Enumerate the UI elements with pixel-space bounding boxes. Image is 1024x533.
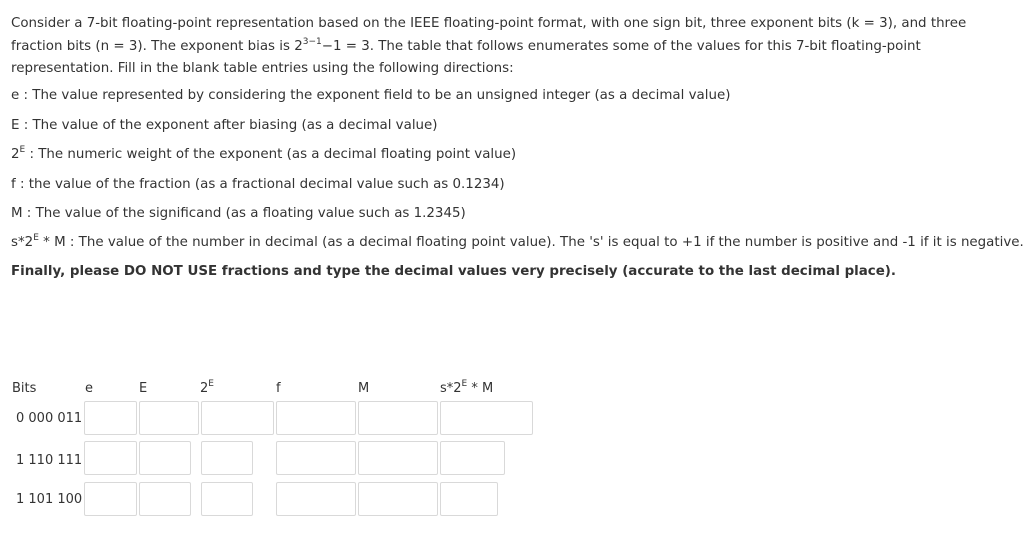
row-bits-label: 0 000 011 <box>16 411 83 426</box>
input-2E-row3[interactable] <box>201 482 253 516</box>
row-bits-label: 1 110 111 <box>16 453 83 468</box>
direction-e: e : The value represented by considering the exponent field to be an unsigned integer (as a decimal value) <box>11 88 731 103</box>
input-f-row2[interactable] <box>276 441 356 475</box>
input-value-row1[interactable] <box>440 401 533 435</box>
direction-2E: $2^E$ : The numeric weight of the exponent (as a decimal floating point value) <box>11 145 517 162</box>
header-value: $s*2^E$ * M <box>440 379 494 396</box>
final-instruction: Finally, please DO NOT USE fractions and type the decimal values very precisely (accurate to the last decimal place). <box>11 264 897 279</box>
row-bits-label: 1 101 100 <box>16 492 83 507</box>
input-f-row3[interactable] <box>276 482 356 516</box>
input-value-row2[interactable] <box>440 441 505 475</box>
input-E-row2[interactable] <box>139 441 191 475</box>
input-M-row3[interactable] <box>358 482 438 516</box>
input-E-row3[interactable] <box>139 482 191 516</box>
header-E: E <box>139 381 148 396</box>
header-e: e <box>85 381 93 396</box>
input-E-row1[interactable] <box>139 401 199 435</box>
header-2E: $2^E$ <box>200 379 214 396</box>
input-e-row2[interactable] <box>84 441 137 475</box>
input-2E-row1[interactable] <box>201 401 274 435</box>
direction-value: $s*2^E$ * M : The value of the number in decimal (as a decimal floating point value). The 's' is equal to +1 if the number is positive and -1 if it is negative. <box>11 233 1024 250</box>
input-M-row2[interactable] <box>358 441 438 475</box>
input-value-row3[interactable] <box>440 482 498 516</box>
input-e-row1[interactable] <box>84 401 137 435</box>
header-M: M <box>358 381 370 396</box>
header-f: f <box>276 381 281 396</box>
header-bits: Bits <box>12 381 37 396</box>
direction-E: E : The value of the exponent after biasing (as a decimal value) <box>11 118 438 133</box>
input-2E-row2[interactable] <box>201 441 253 475</box>
input-f-row1[interactable] <box>276 401 356 435</box>
direction-M: M : The value of the significand (as a floating value such as 1.2345) <box>11 206 466 221</box>
input-e-row3[interactable] <box>84 482 137 516</box>
direction-f: f : the value of the fraction (as a fractional decimal value such as 0.1234) <box>11 177 505 192</box>
input-M-row1[interactable] <box>358 401 438 435</box>
problem-intro: Consider a 7-bit floating-point representation based on the IEEE floating-point format, with one sign bit, three exponent bits (k = 3), and three fraction bits (n = 3). The exponent bias is $2^{3-1}-1 = 3$. The table that follows enumerates some of the values for this 7-bit floating-point representation. Fill in the blank table entries using the following directions: <box>11 16 967 76</box>
